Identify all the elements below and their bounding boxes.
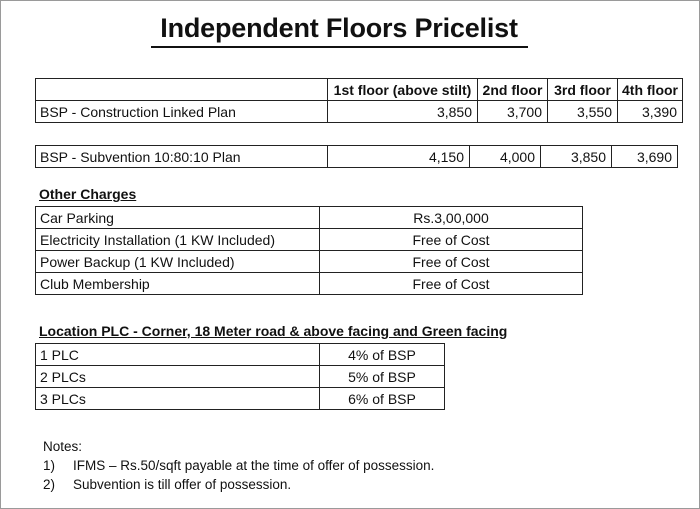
price-cell: 3,550 xyxy=(548,101,618,123)
price-row-label: BSP - Construction Linked Plan xyxy=(36,101,328,123)
price-cell: 3,850 xyxy=(328,101,478,123)
charge-label: Electricity Installation (1 KW Included) xyxy=(36,229,320,251)
price-cell: 4,150 xyxy=(328,146,470,168)
notes-section xyxy=(43,437,434,494)
price-table-header-row xyxy=(36,79,683,101)
plc-value: 6% of BSP xyxy=(320,388,445,410)
note-text: IFMS – Rs.50/sqft payable at the time of offer of possession. xyxy=(73,458,435,473)
price-cell: 3,390 xyxy=(618,101,683,123)
table-row xyxy=(36,344,445,366)
price-cell: 4,000 xyxy=(470,146,541,168)
plc-label: 3 PLCs xyxy=(36,388,320,410)
table-row xyxy=(36,251,583,273)
plc-label: 2 PLCs xyxy=(36,366,320,388)
note-item xyxy=(43,456,434,475)
plc-value: 4% of BSP xyxy=(320,344,445,366)
charge-label: Car Parking xyxy=(36,207,320,229)
price-table-subvention xyxy=(35,145,678,168)
note-number: 2) xyxy=(43,477,56,492)
price-row-subvention xyxy=(36,146,678,168)
location-plc-table xyxy=(35,343,445,410)
header-2nd-floor: 2nd floor xyxy=(478,79,548,101)
price-cell: 3,690 xyxy=(612,146,678,168)
charge-value: Free of Cost xyxy=(320,229,583,251)
other-charges-title: Other Charges xyxy=(39,186,137,202)
price-row-label: BSP - Subvention 10:80:10 Plan xyxy=(36,146,328,168)
notes-title: Notes: xyxy=(43,439,83,454)
other-charges-table xyxy=(35,206,583,295)
note-text: Subvention is till offer of possession. xyxy=(73,477,292,492)
title-underline xyxy=(151,46,528,48)
charge-label: Club Membership xyxy=(36,273,320,295)
price-table xyxy=(35,78,683,123)
charge-value: Free of Cost xyxy=(320,273,583,295)
table-row xyxy=(36,388,445,410)
header-1st-floor: 1st floor (above stilt) xyxy=(328,79,478,101)
charge-value: Free of Cost xyxy=(320,251,583,273)
table-row xyxy=(36,366,445,388)
header-4th-floor: 4th floor xyxy=(618,79,683,101)
price-table-header-blank xyxy=(36,79,328,101)
plc-value: 5% of BSP xyxy=(320,366,445,388)
note-number: 1) xyxy=(43,458,56,473)
charge-value: Rs.3,00,000 xyxy=(320,207,583,229)
table-row xyxy=(36,273,583,295)
location-plc-title: Location PLC - Corner, 18 Meter road & above facing and Green facing xyxy=(39,323,508,339)
page-title: Independent Floors Pricelist xyxy=(160,13,518,43)
plc-label: 1 PLC xyxy=(36,344,320,366)
header-3rd-floor: 3rd floor xyxy=(548,79,618,101)
table-row xyxy=(36,229,583,251)
charge-label: Power Backup (1 KW Included) xyxy=(36,251,320,273)
table-row xyxy=(36,207,583,229)
price-cell: 3,850 xyxy=(541,146,612,168)
note-item xyxy=(43,475,434,494)
price-cell: 3,700 xyxy=(478,101,548,123)
price-row-construction-linked xyxy=(36,101,683,123)
